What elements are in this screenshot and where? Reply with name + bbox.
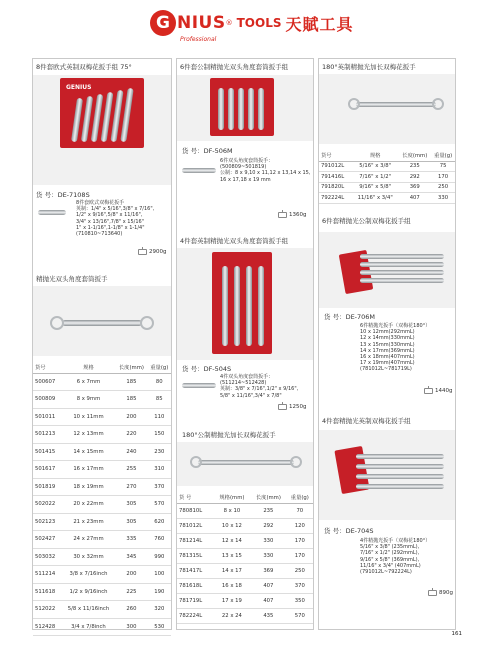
- table-cell: 511214: [33, 566, 62, 584]
- table-cell: 8 x 10: [214, 503, 250, 518]
- table-cell: 230: [148, 443, 171, 461]
- table-cell: 30 x 32mm: [62, 548, 115, 566]
- brand-chinese: 天賦工具: [285, 14, 354, 34]
- wrench-icon: [356, 102, 436, 107]
- wrench-ring-icon: [290, 456, 302, 468]
- wrench-icon: [258, 88, 264, 130]
- weight-value: 890g: [439, 590, 453, 596]
- table-row: [177, 518, 313, 533]
- socket-wrench-icon: [62, 320, 142, 326]
- table-row: [177, 593, 313, 608]
- table-row: [177, 533, 313, 548]
- spec-table-metric: [177, 492, 313, 624]
- section-title-de7108s: 8件套欧式英制双梅花扳手组 75°: [36, 63, 132, 71]
- table-cell: 792224L: [319, 193, 352, 204]
- wrench-ring-icon: [190, 456, 202, 468]
- wrench-pouch-image: [60, 78, 144, 148]
- spec-text: 4件双头角度套筒扳手： (511214~512428) 英制：3/8" x 7/16",1/2" x 9/16", 5/8" x 11/16",3/4" x 7/8": [220, 374, 299, 399]
- col-header: 重量(g): [148, 362, 171, 373]
- col-header: 长度(mm): [250, 492, 286, 503]
- page-number: 161: [451, 631, 462, 637]
- table-cell: 330: [250, 533, 286, 548]
- table-cell: 200: [115, 408, 147, 426]
- section-title-metric-180: 180°公制精抛光加长双梅花扳手: [182, 431, 276, 439]
- table-row: [319, 161, 455, 172]
- table-cell: 370: [287, 578, 313, 593]
- wrench-icon: [248, 88, 254, 130]
- table-cell: 407: [250, 593, 286, 608]
- col-header: 货号: [319, 150, 352, 161]
- page-header: [0, 0, 480, 50]
- table-cell: 13 x 15: [214, 548, 250, 563]
- wrench-icon: [218, 88, 224, 130]
- table-cell: 512022: [33, 601, 62, 619]
- socket-head-icon: [140, 316, 154, 330]
- wrench-icon: [356, 474, 444, 479]
- wrench-icon: [258, 266, 264, 346]
- table-cell: 511618: [33, 583, 62, 601]
- table-cell: 75: [431, 161, 455, 172]
- table-cell: 170: [287, 533, 313, 548]
- table-cell: 781315L: [177, 548, 214, 563]
- table-cell: 370: [148, 478, 171, 496]
- table-cell: 250: [431, 182, 455, 193]
- brand-name: NIUS: [177, 13, 226, 33]
- table-cell: 781214L: [177, 533, 214, 548]
- table-row: [33, 373, 171, 391]
- table-cell: 369: [398, 182, 431, 193]
- table-row: [177, 608, 313, 623]
- weight-tag: [138, 249, 167, 255]
- table-cell: 9/16" x 5/8": [352, 182, 398, 193]
- table-row: [33, 461, 171, 479]
- table-cell: 780810L: [177, 503, 214, 518]
- table-cell: 300: [115, 618, 147, 636]
- table-cell: 170: [431, 172, 455, 183]
- table-cell: 781618L: [177, 578, 214, 593]
- weight-value: 1360g: [289, 212, 307, 218]
- weight-value: 1440g: [435, 388, 453, 394]
- table-cell: 80: [148, 373, 171, 391]
- table-cell: 369: [250, 563, 286, 578]
- table-header-row: [33, 362, 171, 373]
- table-header-row: [177, 492, 313, 503]
- spec-table-inch: [319, 150, 455, 204]
- scale-icon: [424, 388, 433, 394]
- wrench-icon: [360, 270, 444, 275]
- table-row: [33, 548, 171, 566]
- logo-mark: G: [150, 10, 176, 36]
- table-cell: 85: [148, 391, 171, 409]
- table-cell: 22 x 24: [214, 608, 250, 623]
- table-row: [319, 172, 455, 183]
- spec-text: 4件精抛光扳手（双梅花180°） 5/16" x 3/8" (235mmL), 7/16" x 1/2" (292mmL), 9/16" x 5/8" (369mmL), 11/16" x 3/4" (407mmL) (791012L~792224L): [360, 538, 431, 576]
- table-cell: 305: [115, 496, 147, 514]
- table-cell: 320: [148, 601, 171, 619]
- table-row: [33, 618, 171, 636]
- wrench-icon: [356, 454, 444, 459]
- table-cell: 185: [115, 373, 147, 391]
- weight-value: 1250g: [289, 404, 307, 410]
- table-cell: 500809: [33, 391, 62, 409]
- table-cell: 502022: [33, 496, 62, 514]
- table-cell: 20 x 22mm: [62, 496, 115, 514]
- table-cell: 170: [287, 548, 313, 563]
- table-cell: 14 x 15mm: [62, 443, 115, 461]
- table-cell: 120: [287, 518, 313, 533]
- table-cell: 235: [250, 503, 286, 518]
- table-cell: 791820L: [319, 182, 352, 193]
- table-cell: 502427: [33, 531, 62, 549]
- table-cell: 235: [398, 161, 431, 172]
- wrench-icon: [356, 484, 444, 489]
- table-cell: 345: [115, 548, 147, 566]
- table-cell: 110: [148, 408, 171, 426]
- socket-pouch-image: [212, 252, 272, 354]
- table-cell: 781417L: [177, 563, 214, 578]
- model-number: 货 号：DF-506M: [182, 147, 233, 155]
- table-cell: 185: [115, 391, 147, 409]
- table-row: [33, 531, 171, 549]
- table-cell: 500607: [33, 373, 62, 391]
- table-cell: 3/4 x 7/8inch: [62, 618, 115, 636]
- table-cell: 501011: [33, 408, 62, 426]
- scale-icon: [278, 404, 287, 410]
- col-header: 货号: [33, 362, 62, 373]
- table-cell: 530: [148, 618, 171, 636]
- table-cell: 5/8 x 11/16inch: [62, 601, 115, 619]
- table-cell: 781012L: [177, 518, 214, 533]
- model-number: 货 号：DE-706M: [324, 313, 376, 321]
- table-row: [33, 443, 171, 461]
- table-cell: 14 x 17: [214, 563, 250, 578]
- table-cell: 24 x 27mm: [62, 531, 115, 549]
- table-cell: 240: [115, 443, 147, 461]
- table-row: [33, 478, 171, 496]
- table-cell: 12 x 13mm: [62, 426, 115, 444]
- table-cell: 620: [148, 513, 171, 531]
- table-row: [33, 496, 171, 514]
- weight-tag: [278, 212, 307, 218]
- table-cell: 16 x 18: [214, 578, 250, 593]
- table-row: [33, 601, 171, 619]
- weight-value: 2900g: [149, 249, 167, 255]
- table-cell: 305: [115, 513, 147, 531]
- table-cell: 190: [148, 583, 171, 601]
- table-cell: 502123: [33, 513, 62, 531]
- table-cell: 760: [148, 531, 171, 549]
- table-row: [319, 193, 455, 204]
- wrench-icon: [246, 266, 252, 346]
- table-cell: 781719L: [177, 593, 214, 608]
- table-row: [177, 503, 313, 518]
- table-cell: 435: [250, 608, 286, 623]
- col-header: 长度(mm): [115, 362, 147, 373]
- model-number: 货 号：DE-7108S: [36, 191, 90, 199]
- wrench-icon: [356, 464, 444, 469]
- table-cell: 7/16" x 1/2": [352, 172, 398, 183]
- table-cell: 270: [115, 478, 147, 496]
- col-header: 规格: [62, 362, 115, 373]
- registered-mark: ®: [225, 19, 233, 27]
- wrench-icon: [360, 278, 444, 283]
- table-row: [33, 391, 171, 409]
- socket-pouch-image: [210, 78, 274, 136]
- wrench-icon: [234, 266, 240, 346]
- col-header: 规格: [352, 150, 398, 161]
- table-cell: 407: [250, 578, 286, 593]
- section-title-df504s: 4件套英制精抛光双头角度套筒扳手组: [180, 237, 289, 245]
- scale-icon: [278, 212, 287, 218]
- table-cell: 335: [115, 531, 147, 549]
- table-cell: 11/16" x 3/4": [352, 193, 398, 204]
- section-title-de706m: 6件套精抛光公制双梅花扳手组: [322, 217, 411, 225]
- wrench-detail-icon: [182, 383, 216, 388]
- table-cell: 200: [115, 566, 147, 584]
- table-cell: 407: [398, 193, 431, 204]
- wrench-icon: [228, 88, 234, 130]
- wrench-icon: [222, 266, 228, 346]
- table-row: [33, 566, 171, 584]
- table-cell: 501415: [33, 443, 62, 461]
- col-header: 货 号: [177, 492, 214, 503]
- table-cell: 10 x 11mm: [62, 408, 115, 426]
- wrench-icon: [198, 460, 294, 465]
- table-cell: 255: [115, 461, 147, 479]
- wrench-detail-icon: [38, 210, 66, 215]
- wrench-ring-icon: [432, 98, 444, 110]
- brand-logo: [150, 10, 354, 43]
- table-cell: 12 x 14: [214, 533, 250, 548]
- table-cell: 16 x 17mm: [62, 461, 115, 479]
- col-header: 长度(mm): [398, 150, 431, 161]
- model-number: 货 号：DF-504S: [182, 365, 232, 373]
- section-title-inch-180: 180°英制精抛光加长双梅花扳手: [322, 63, 416, 71]
- table-cell: 8 x 9mm: [62, 391, 115, 409]
- table-row: [33, 513, 171, 531]
- table-cell: 18 x 19mm: [62, 478, 115, 496]
- wrench-icon: [360, 254, 444, 259]
- col-header: 规格(mm): [214, 492, 250, 503]
- table-cell: 17 x 19: [214, 593, 250, 608]
- section-title-de704s: 4件套精抛光英制双梅花扳手组: [322, 417, 411, 425]
- table-cell: 225: [115, 583, 147, 601]
- spec-table-sockets: [33, 362, 171, 636]
- table-cell: 330: [431, 193, 455, 204]
- scale-icon: [428, 590, 437, 596]
- table-cell: 100: [148, 566, 171, 584]
- table-cell: 70: [287, 503, 313, 518]
- table-cell: 5/16" x 3/8": [352, 161, 398, 172]
- spec-text: 6件精抛光扳手（双梅花180°） 10 x 12mm(292mmL) 12 x 14mm(330mmL) 13 x 15mm(330mmL) 14 x 17mm(369mmL) 16 x 18mm(407mmL) 17 x 19mm(407mmL) (781012L~781719L): [360, 323, 431, 373]
- table-header-row: [319, 150, 455, 161]
- table-row: [33, 408, 171, 426]
- socket-head-icon: [50, 316, 64, 330]
- table-cell: 782224L: [177, 608, 214, 623]
- wrench-icon: [238, 88, 244, 130]
- table-cell: 10 x 12: [214, 518, 250, 533]
- table-cell: 570: [287, 608, 313, 623]
- table-cell: 570: [148, 496, 171, 514]
- weight-tag: [424, 388, 453, 394]
- table-cell: 501819: [33, 478, 62, 496]
- table-cell: 292: [398, 172, 431, 183]
- weight-tag: [428, 590, 453, 596]
- table-row: [177, 563, 313, 578]
- table-cell: 501617: [33, 461, 62, 479]
- table-cell: 1/2 x 9/16inch: [62, 583, 115, 601]
- brand-tools: TOOLS: [236, 16, 282, 30]
- table-row: [177, 578, 313, 593]
- table-cell: 21 x 23mm: [62, 513, 115, 531]
- table-cell: 350: [287, 593, 313, 608]
- table-row: [33, 426, 171, 444]
- table-cell: 220: [115, 426, 147, 444]
- scale-icon: [138, 249, 147, 255]
- table-cell: 250: [287, 563, 313, 578]
- table-cell: 292: [250, 518, 286, 533]
- table-cell: 791012L: [319, 161, 352, 172]
- weight-tag: [278, 404, 307, 410]
- table-cell: 310: [148, 461, 171, 479]
- model-number: 货 号：DE-704S: [324, 527, 374, 535]
- table-cell: 6 x 7mm: [62, 373, 115, 391]
- table-cell: 501213: [33, 426, 62, 444]
- table-cell: 330: [250, 548, 286, 563]
- spec-text: 8件套欧式双梅花扳手 英制：1/4" x 5/16",3/8" x 7/16", 1/2" x 9/16",5/8" x 11/16", 3/4" x 13/16",7/8" x 15/16" 1" x 1-1/16",1-1/8" x 1-1/4" (710810~713640): [76, 200, 155, 238]
- table-row: [33, 583, 171, 601]
- table-cell: 791416L: [319, 172, 352, 183]
- section-title-sockets: 精抛光双头角度套筒扳手: [36, 275, 108, 283]
- table-cell: 260: [115, 601, 147, 619]
- table-cell: 512428: [33, 618, 62, 636]
- wrench-icon: [360, 262, 444, 267]
- section-title-df506m: 6件套公制精抛光双头角度套筒扳手组: [180, 63, 289, 71]
- pouch-logo: GENIUS: [66, 84, 92, 91]
- wrench-ring-icon: [348, 98, 360, 110]
- table-cell: 990: [148, 548, 171, 566]
- spec-text: 6件双头角度套筒扳手： (500809~501819) 公制：8 x 9,10 x 11,12 x 13,14 x 15, 16 x 17,18 x 19 mm: [220, 158, 311, 183]
- brand-tagline: Professional: [180, 36, 217, 43]
- table-cell: 150: [148, 426, 171, 444]
- table-row: [319, 182, 455, 193]
- wrench-detail-icon: [182, 168, 216, 173]
- col-header: 重量(g): [287, 492, 313, 503]
- col-header: 重量(g): [431, 150, 455, 161]
- table-cell: 503032: [33, 548, 62, 566]
- table-cell: 3/8 x 7/16inch: [62, 566, 115, 584]
- table-row: [177, 548, 313, 563]
